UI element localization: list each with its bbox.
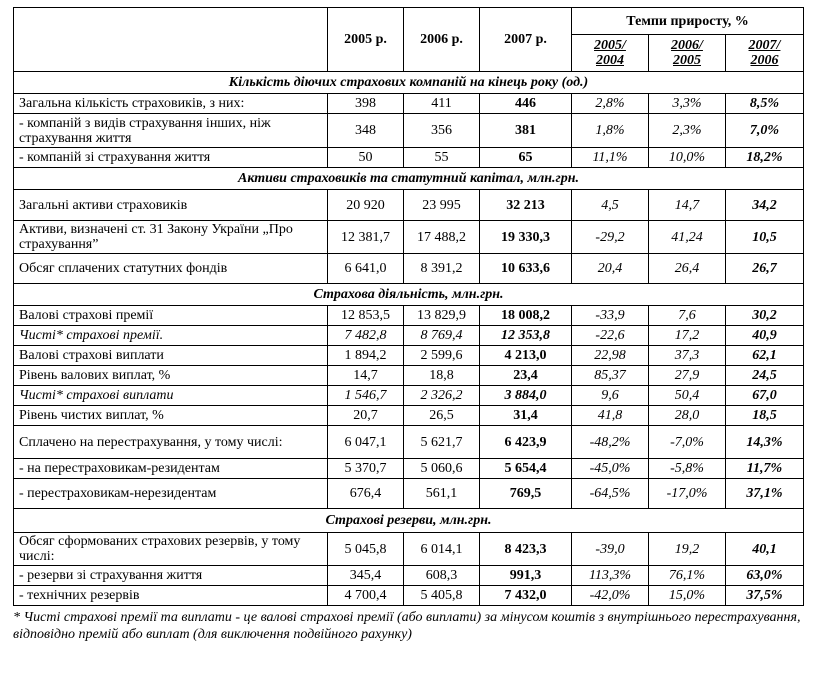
value-2007: 6 423,9 xyxy=(480,426,572,459)
rate-2006-2005: 26,4 xyxy=(649,254,726,284)
rate-2007-2006: 18,2% xyxy=(726,148,804,168)
value-2005: 676,4 xyxy=(328,479,404,509)
row-label: Обсяг сформованих страхових резервів, у тому числі: xyxy=(14,533,328,566)
value-2007: 10 633,6 xyxy=(480,254,572,284)
value-2007: 32 213 xyxy=(480,190,572,221)
rate-2005-2004: -22,6 xyxy=(572,326,649,346)
rate-2006-2005: -5,8% xyxy=(649,459,726,479)
table-row xyxy=(14,326,804,346)
value-2006: 13 829,9 xyxy=(404,306,480,326)
row-label: Чисті* страхові премії. xyxy=(14,326,328,346)
row-label: Валові страхові премії xyxy=(14,306,328,326)
value-2006: 55 xyxy=(404,148,480,168)
rate-2007-2006: 37,5% xyxy=(726,586,804,606)
header-2006: 2006 р. xyxy=(404,8,480,72)
insurance-table xyxy=(13,7,804,606)
value-2007: 381 xyxy=(480,114,572,148)
value-2005: 50 xyxy=(328,148,404,168)
rate-2006-2005: 37,3 xyxy=(649,346,726,366)
section-title: Страхові резерви, млн.грн. xyxy=(14,509,804,533)
value-2005: 345,4 xyxy=(328,566,404,586)
header-rate-2007-2006: 2007/ 2006 xyxy=(726,35,804,72)
row-label: - компаній зі страхування життя xyxy=(14,148,328,168)
table-row xyxy=(14,114,804,148)
value-2007: 12 353,8 xyxy=(480,326,572,346)
table-row xyxy=(14,221,804,254)
row-label: Чисті* страхові виплати xyxy=(14,386,328,406)
value-2007: 31,4 xyxy=(480,406,572,426)
value-2007: 5 654,4 xyxy=(480,459,572,479)
header-rate-2006-2005: 2006/ 2005 xyxy=(649,35,726,72)
value-2007: 19 330,3 xyxy=(480,221,572,254)
table-row xyxy=(14,406,804,426)
rate-2007-2006: 40,1 xyxy=(726,533,804,566)
rate-2005-2004: -48,2% xyxy=(572,426,649,459)
value-2006: 5 405,8 xyxy=(404,586,480,606)
section-title: Активи страховиків та статутний капітал, млн.грн. xyxy=(14,168,804,190)
footnote: * Чисті страхові премії та виплати - це валові страхові премії (або виплати) за мінусом коштів з внутрішнього перестрахування, відповідно премій або виплат (для виключення подвійного рахунку) xyxy=(13,610,801,642)
value-2005: 5 045,8 xyxy=(328,533,404,566)
rate-2005-2004: -45,0% xyxy=(572,459,649,479)
row-label: Обсяг сплачених статутних фондів xyxy=(14,254,328,284)
rate-2005-2004: 20,4 xyxy=(572,254,649,284)
value-2006: 8 391,2 xyxy=(404,254,480,284)
value-2005: 6 047,1 xyxy=(328,426,404,459)
rate-2005-2004: -64,5% xyxy=(572,479,649,509)
table-row xyxy=(14,254,804,284)
value-2006: 6 014,1 xyxy=(404,533,480,566)
value-2005: 20,7 xyxy=(328,406,404,426)
row-label: - на перестраховикам-резидентам xyxy=(14,459,328,479)
value-2005: 5 370,7 xyxy=(328,459,404,479)
value-2005: 14,7 xyxy=(328,366,404,386)
section-title: Страхова діяльність, млн.грн. xyxy=(14,284,804,306)
value-2006: 411 xyxy=(404,94,480,114)
value-2006: 608,3 xyxy=(404,566,480,586)
section-header-row xyxy=(14,284,804,306)
rate-2006-2005: -7,0% xyxy=(649,426,726,459)
rate-2007-2006: 7,0% xyxy=(726,114,804,148)
value-2005: 12 853,5 xyxy=(328,306,404,326)
section-header-row xyxy=(14,509,804,533)
value-2006: 2 599,6 xyxy=(404,346,480,366)
row-label: - компаній з видів страхування інших, ніж страхування життя xyxy=(14,114,328,148)
rate-2006-2005: 50,4 xyxy=(649,386,726,406)
rate-2007-2006: 40,9 xyxy=(726,326,804,346)
row-label: Рівень чистих виплат, % xyxy=(14,406,328,426)
rate-2007-2006: 26,7 xyxy=(726,254,804,284)
value-2005: 12 381,7 xyxy=(328,221,404,254)
value-2006: 5 060,6 xyxy=(404,459,480,479)
section-header-row xyxy=(14,168,804,190)
table-row xyxy=(14,426,804,459)
value-2005: 1 894,2 xyxy=(328,346,404,366)
header-label-cell xyxy=(14,8,328,72)
rate-2005-2004: 4,5 xyxy=(572,190,649,221)
value-2006: 5 621,7 xyxy=(404,426,480,459)
rate-2006-2005: 41,24 xyxy=(649,221,726,254)
row-label: Загальні активи страховиків xyxy=(14,190,328,221)
value-2007: 3 884,0 xyxy=(480,386,572,406)
rate-2007-2006: 34,2 xyxy=(726,190,804,221)
table-header xyxy=(14,8,804,72)
rate-2006-2005: -17,0% xyxy=(649,479,726,509)
rate-2005-2004: 113,3% xyxy=(572,566,649,586)
value-2006: 561,1 xyxy=(404,479,480,509)
section-header-row xyxy=(14,72,804,94)
rate-2006-2005: 7,6 xyxy=(649,306,726,326)
row-label: - перестраховикам-нерезидентам xyxy=(14,479,328,509)
rate-2007-2006: 24,5 xyxy=(726,366,804,386)
row-label: Загальна кількість страховиків, з них: xyxy=(14,94,328,114)
value-2005: 6 641,0 xyxy=(328,254,404,284)
table-row xyxy=(14,190,804,221)
rate-2006-2005: 10,0% xyxy=(649,148,726,168)
header-growth-rates: Темпи приросту, % xyxy=(572,8,804,35)
rate-2007-2006: 11,7% xyxy=(726,459,804,479)
table-row xyxy=(14,94,804,114)
rate-2007-2006: 67,0 xyxy=(726,386,804,406)
value-2007: 991,3 xyxy=(480,566,572,586)
rate-2007-2006: 37,1% xyxy=(726,479,804,509)
row-label: - технічних резервів xyxy=(14,586,328,606)
rate-2005-2004: -42,0% xyxy=(572,586,649,606)
rate-2005-2004: 9,6 xyxy=(572,386,649,406)
rate-2006-2005: 17,2 xyxy=(649,326,726,346)
rate-2005-2004: 2,8% xyxy=(572,94,649,114)
rate-2005-2004: 22,98 xyxy=(572,346,649,366)
table-row xyxy=(14,148,804,168)
table-row xyxy=(14,533,804,566)
table-row xyxy=(14,346,804,366)
table-row xyxy=(14,386,804,406)
value-2007: 446 xyxy=(480,94,572,114)
table-body xyxy=(14,72,804,606)
rate-2006-2005: 28,0 xyxy=(649,406,726,426)
value-2007: 4 213,0 xyxy=(480,346,572,366)
row-label: Валові страхові виплати xyxy=(14,346,328,366)
value-2005: 1 546,7 xyxy=(328,386,404,406)
table-row xyxy=(14,479,804,509)
rate-2005-2004: 1,8% xyxy=(572,114,649,148)
table-row xyxy=(14,459,804,479)
value-2005: 20 920 xyxy=(328,190,404,221)
rate-2007-2006: 8,5% xyxy=(726,94,804,114)
value-2007: 23,4 xyxy=(480,366,572,386)
rate-2005-2004: 85,37 xyxy=(572,366,649,386)
header-2005: 2005 р. xyxy=(328,8,404,72)
value-2005: 4 700,4 xyxy=(328,586,404,606)
row-label: Сплачено на перестрахування, у тому числі: xyxy=(14,426,328,459)
header-2007: 2007 р. xyxy=(480,8,572,72)
rate-2005-2004: 11,1% xyxy=(572,148,649,168)
rate-2005-2004: -29,2 xyxy=(572,221,649,254)
rate-2006-2005: 19,2 xyxy=(649,533,726,566)
rate-2005-2004: -39,0 xyxy=(572,533,649,566)
value-2007: 18 008,2 xyxy=(480,306,572,326)
rate-2007-2006: 10,5 xyxy=(726,221,804,254)
value-2007: 8 423,3 xyxy=(480,533,572,566)
section-title: Кількість діючих страхових компаній на кінець року (од.) xyxy=(14,72,804,94)
value-2006: 23 995 xyxy=(404,190,480,221)
rate-2006-2005: 15,0% xyxy=(649,586,726,606)
rate-2006-2005: 76,1% xyxy=(649,566,726,586)
value-2006: 18,8 xyxy=(404,366,480,386)
value-2006: 17 488,2 xyxy=(404,221,480,254)
header-rate-2005-2004: 2005/ 2004 xyxy=(572,35,649,72)
value-2005: 398 xyxy=(328,94,404,114)
value-2005: 7 482,8 xyxy=(328,326,404,346)
rate-2005-2004: 41,8 xyxy=(572,406,649,426)
rate-2007-2006: 18,5 xyxy=(726,406,804,426)
value-2007: 769,5 xyxy=(480,479,572,509)
rate-2007-2006: 14,3% xyxy=(726,426,804,459)
row-label: Активи, визначені ст. 31 Закону України „Про страхування” xyxy=(14,221,328,254)
rate-2007-2006: 30,2 xyxy=(726,306,804,326)
rate-2005-2004: -33,9 xyxy=(572,306,649,326)
table-row xyxy=(14,586,804,606)
row-label: - резерви зі страхування життя xyxy=(14,566,328,586)
rate-2007-2006: 63,0% xyxy=(726,566,804,586)
insurance-statistics-document xyxy=(13,7,803,643)
table-row xyxy=(14,366,804,386)
value-2006: 26,5 xyxy=(404,406,480,426)
value-2005: 348 xyxy=(328,114,404,148)
rate-2006-2005: 2,3% xyxy=(649,114,726,148)
rate-2007-2006: 62,1 xyxy=(726,346,804,366)
table-row xyxy=(14,566,804,586)
value-2006: 2 326,2 xyxy=(404,386,480,406)
rate-2006-2005: 27,9 xyxy=(649,366,726,386)
value-2007: 7 432,0 xyxy=(480,586,572,606)
rate-2006-2005: 3,3% xyxy=(649,94,726,114)
row-label: Рівень валових виплат, % xyxy=(14,366,328,386)
value-2006: 356 xyxy=(404,114,480,148)
table-row xyxy=(14,306,804,326)
value-2006: 8 769,4 xyxy=(404,326,480,346)
value-2007: 65 xyxy=(480,148,572,168)
rate-2006-2005: 14,7 xyxy=(649,190,726,221)
